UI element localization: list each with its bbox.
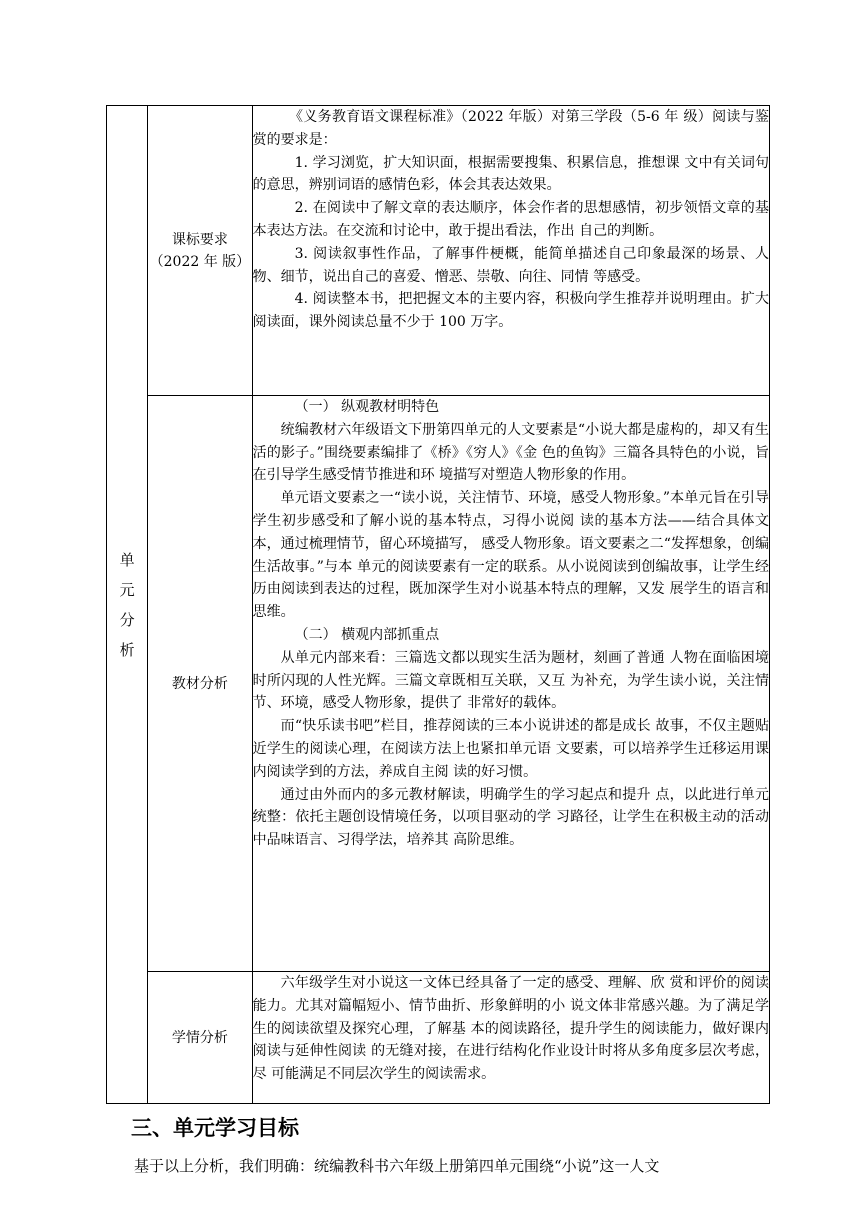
- paragraph: 通过由外而内的多元教材解读，明确学生的学习起点和提升 点，以此进行单元统整：依托主题创设情境任务，以项目驱动的学 习路径，让学生在积极主动的活动中品味语言、习得学法，培养其 高阶思维。: [252, 786, 769, 849]
- curriculum-requirements-label: [148, 106, 252, 396]
- unit-analysis-table: [106, 105, 770, 1104]
- unit-header-char: 单: [119, 550, 135, 569]
- label-line: 教材分析: [171, 675, 228, 692]
- student-analysis-label: [148, 972, 252, 1104]
- paragraph: 1. 学习浏览，扩大知识面，根据需要搜集、积累信息，推想课 文中有关词句的意思，辨别词语的感情色彩，体会其表达效果。: [252, 154, 769, 194]
- textbook-analysis-label: [148, 396, 252, 972]
- unit-analysis-header: [107, 106, 148, 1104]
- table-row: [107, 106, 770, 396]
- label-line: 课标要求: [171, 231, 228, 248]
- label-line: （2022 年 版）: [149, 253, 251, 270]
- section-title: 三、单元学习目标: [131, 1116, 299, 1140]
- curriculum-requirements-content: [252, 106, 769, 396]
- paragraph: 2. 在阅读中了解文章的表达顺序，体会作者的思想感情，初步领悟文章的基本表达方法。在交流和讨论中，敢于提出看法，作出 自己的判断。: [252, 200, 769, 239]
- paragraph: 单元语文要素之一“读小说，关注情节、环境，感受人物形象。”本单元旨在引导学生初步感受和了解小说的基本特点，习得小说阅 读的基本方法——结合具体文本，通过梳理情节，留心环境描写， 感受人物形象。语文要素之二“发挥想象，创编生活故事。”与本 单元的阅读要素有一定的联系。从小说阅读到创编故事，让学生经 历由阅读到表达的过程，既加深学生对小说基本特点的理解，又发 展学生的语言和思维。: [252, 490, 769, 621]
- subheading: （二） 横观内部抓重点: [294, 626, 440, 643]
- unit-header-char: 分: [119, 610, 135, 629]
- unit-header-char: 元: [119, 580, 135, 599]
- body-paragraph: 基于以上分析，我们明确：统编教科书六年级上册第四单元围绕“小说”这一人文: [134, 1157, 660, 1175]
- table-row: [107, 972, 770, 1104]
- paragraph: 4. 阅读整本书，把把握文本的主要内容，积极向学生推荐并说明理由。扩大阅读面，课外阅读总量不少于 100 万字。: [252, 291, 769, 331]
- table-row: [107, 396, 770, 972]
- paragraph: 3. 阅读叙事性作品，了解事件梗概，能简单描述自己印象最深的场景、人物、细节，说出自己的喜爱、憎恶、崇敬、向往、同情 等感受。: [252, 245, 769, 285]
- student-analysis-content: [252, 972, 769, 1104]
- paragraph: 六年级学生对小说这一文体已经具备了一定的感受、理解、欣 赏和评价的阅读能力。尤其对篇幅短小、情节曲折、形象鲜明的小 说文体非常感兴趣。为了满足学生的阅读欲望及探究心理，了解基 本的阅读路径，提升学生的阅读能力，做好课内阅读与延伸性阅读 的无缝对接，在进行结构化作业设计时将从多角度多层次考虑，尽 可能满足不同层次学生的阅读需求。: [252, 975, 769, 1083]
- subheading: （一） 纵观教材明特色: [294, 399, 440, 415]
- paragraph: 统编教材六年级语文下册第四单元的人文要素是“小说大都是虚构的，却又有生活的影子。”围绕要素编排了《桥》《穷人》《金 色的鱼钩》三篇各具特色的小说，旨在引导学生感受情节推进和环 境描写对塑造人物形象的作用。: [252, 421, 769, 484]
- paragraph: 《义务教育语文课程标准》（2022 年版）对第三学段（5-6 年 级）阅读与鉴赏的要求是：: [252, 109, 769, 148]
- textbook-analysis-content: [252, 396, 769, 972]
- unit-header-char: 析: [119, 640, 135, 659]
- paragraph: 从单元内部来看：三篇选文都以现实生活为题材，刻画了普通 人物在面临困境时所闪现的人性光辉。三篇文章既相互关联，又互 为补充，为学生读小说，关注情节、环境，感受人物形象，提供了 非常好的载体。: [252, 649, 769, 712]
- paragraph: 而“快乐读书吧”栏目，推荐阅读的三本小说讲述的都是成长 故事，不仅主题贴近学生的阅读心理，在阅读方法上也紧扣单元语 文要素，可以培养学生迁移运用课内阅读学到的方法，养成自主阅 读的好习惯。: [252, 718, 769, 780]
- label-line: 学情分析: [171, 1029, 228, 1046]
